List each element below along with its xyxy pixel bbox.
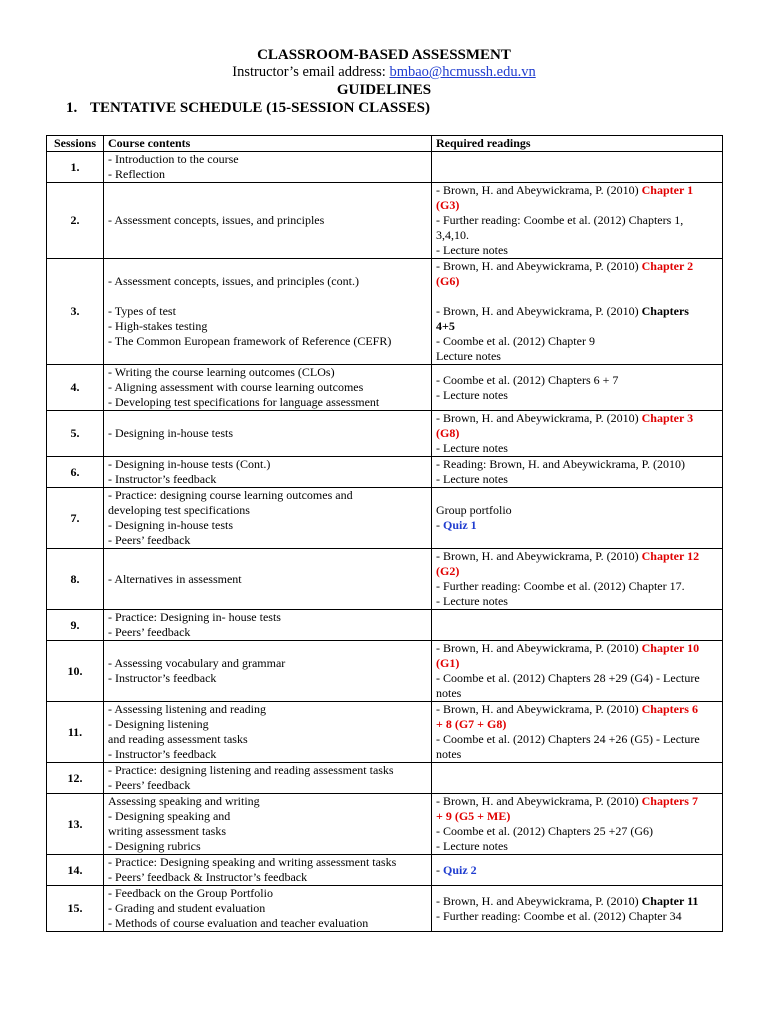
chapter-highlight: + 8 (G7 + G8) bbox=[436, 717, 507, 731]
reading-text: 4+5 bbox=[436, 319, 455, 333]
reading-text: - Coombe et al. (2012) Chapters 28 +29 (G4) - Lecture bbox=[436, 671, 700, 685]
course-content-line: writing assessment tasks bbox=[108, 824, 226, 838]
table-row bbox=[47, 152, 723, 183]
quiz-label: Quiz 1 bbox=[443, 518, 477, 532]
course-content-line: - Assessing listening and reading bbox=[108, 702, 266, 716]
reading-text: - Further reading: Coombe et al. (2012) Chapters 1, bbox=[436, 213, 684, 227]
reading-line bbox=[436, 656, 718, 671]
course-content-line: - Designing in-house tests bbox=[108, 426, 233, 440]
reading-line bbox=[436, 579, 718, 594]
course-content-line: - The Common European framework of Reference (CEFR) bbox=[108, 334, 392, 348]
reading-text: - Brown, H. and Abeywickrama, P. (2010) bbox=[436, 304, 642, 318]
session-number: 6. bbox=[47, 457, 104, 488]
reading-line bbox=[436, 671, 718, 686]
reading-text: - Lecture notes bbox=[436, 441, 508, 455]
document-title: CLASSROOM-BASED ASSESSMENT bbox=[257, 47, 511, 63]
section-title: TENTATIVE SCHEDULE (15-SESSION CLASSES) bbox=[90, 100, 430, 116]
table-row bbox=[47, 855, 723, 886]
course-content-line: - Introduction to the course bbox=[108, 152, 239, 166]
email-link[interactable]: bmbao@hcmussh.edu.vn bbox=[389, 64, 536, 80]
reading-line bbox=[436, 304, 718, 319]
course-content-line: - Assessment concepts, issues, and principles bbox=[108, 213, 325, 227]
course-content-line: - Designing speaking and bbox=[108, 809, 231, 823]
reading-line bbox=[436, 549, 718, 564]
course-content-line: - Designing rubrics bbox=[108, 839, 201, 853]
reading-text: - Lecture notes bbox=[436, 839, 508, 853]
course-content-line: - Grading and student evaluation bbox=[108, 901, 266, 915]
session-number: 10. bbox=[47, 641, 104, 702]
reading-line bbox=[436, 183, 718, 198]
table-row bbox=[47, 259, 723, 365]
table-row bbox=[47, 641, 723, 702]
reading-text: - Coombe et al. (2012) Chapter 9 bbox=[436, 334, 595, 348]
required-readings-cell bbox=[432, 886, 723, 932]
required-readings-cell bbox=[432, 855, 723, 886]
table-row bbox=[47, 702, 723, 763]
reading-text: - Brown, H. and Abeywickrama, P. (2010) bbox=[436, 549, 642, 563]
course-content-line: - Practice: Designing speaking and writing assessment tasks bbox=[108, 855, 397, 869]
reading-text: - Further reading: Coombe et al. (2012) Chapter 34 bbox=[436, 908, 682, 923]
reading-text: - Brown, H. and Abeywickrama, P. (2010) bbox=[436, 893, 642, 908]
required-readings-cell bbox=[432, 183, 723, 259]
chapter-highlight: Chapter 1 bbox=[641, 183, 694, 197]
course-contents-cell bbox=[104, 411, 432, 457]
table-row bbox=[47, 365, 723, 411]
session-number: 5. bbox=[47, 411, 104, 457]
reading-line bbox=[436, 594, 718, 609]
reading-text: - Coombe et al. (2012) Chapters 25 +27 (G6) bbox=[436, 824, 654, 838]
chapter-highlight: Chapter 2 bbox=[641, 259, 694, 273]
chapter-highlight: (G1) bbox=[436, 656, 460, 670]
course-content-line: - Types of test bbox=[108, 304, 176, 318]
session-number: 8. bbox=[47, 549, 104, 610]
required-readings-cell bbox=[432, 610, 723, 641]
reading-text: Chapter 11 bbox=[641, 893, 699, 908]
session-number: 3. bbox=[47, 259, 104, 365]
course-content-line: - Instructor’s feedback bbox=[108, 472, 217, 486]
course-content-line: - Practice: designing course learning outcomes and bbox=[108, 488, 353, 502]
chapter-highlight: Chapter 3 bbox=[641, 411, 694, 425]
reading-line bbox=[436, 441, 718, 456]
reading-line bbox=[436, 213, 718, 228]
chapter-highlight: Chapters 6 bbox=[641, 702, 698, 716]
reading-text: - Lecture notes bbox=[436, 243, 508, 257]
course-content-line: - Designing in-house tests (Cont.) bbox=[108, 457, 271, 471]
course-content-line: - Assessing vocabulary and grammar bbox=[108, 656, 286, 670]
chapter-highlight: (G2) bbox=[436, 564, 460, 578]
reading-text: - Coombe et al. (2012) Chapters 24 +26 (G5) - Lecture bbox=[436, 732, 700, 746]
course-content-line: - High-stakes testing bbox=[108, 319, 208, 333]
reading-text: - Lecture notes bbox=[436, 594, 508, 608]
table-row bbox=[47, 794, 723, 855]
required-readings-cell bbox=[432, 794, 723, 855]
email-line bbox=[0, 64, 768, 81]
required-readings-cell bbox=[432, 702, 723, 763]
reading-line bbox=[436, 388, 718, 403]
course-content-line: Assessing speaking and writing bbox=[108, 794, 260, 808]
reading-text: Chapters bbox=[641, 304, 689, 318]
reading-line bbox=[436, 274, 718, 289]
course-content-line: - Feedback on the Group Portfolio bbox=[108, 886, 273, 900]
course-content-line bbox=[108, 289, 427, 304]
course-contents-cell bbox=[104, 702, 432, 763]
course-content-line: - Designing in-house tests bbox=[108, 518, 233, 532]
course-contents-cell bbox=[104, 763, 432, 794]
reading-line bbox=[436, 824, 718, 839]
reading-line bbox=[436, 426, 718, 441]
email-label: Instructor’s email address: bbox=[232, 64, 390, 80]
session-number: 14. bbox=[47, 855, 104, 886]
course-contents-cell bbox=[104, 549, 432, 610]
reading-line bbox=[436, 228, 718, 243]
table-row bbox=[47, 411, 723, 457]
reading-line bbox=[436, 503, 718, 518]
table-row bbox=[47, 488, 723, 549]
table-row bbox=[47, 549, 723, 610]
chapter-highlight: + 9 (G5 + ME) bbox=[436, 809, 511, 823]
reading-text: - Coombe et al. (2012) Chapters 6 + 7 bbox=[436, 372, 619, 387]
reading-line bbox=[436, 243, 718, 258]
course-content-line: - Peers’ feedback bbox=[108, 533, 191, 547]
course-contents-cell bbox=[104, 886, 432, 932]
schedule-table bbox=[46, 135, 723, 932]
course-content-line: - Reflection bbox=[108, 167, 165, 181]
reading-line bbox=[436, 349, 718, 364]
reading-text: notes bbox=[436, 747, 462, 761]
reading-text: Lecture notes bbox=[436, 349, 501, 363]
reading-line bbox=[436, 373, 718, 388]
course-content-line: - Practice: Designing in- house tests bbox=[108, 610, 281, 624]
course-content-line: - Practice: designing listening and reading assessment tasks bbox=[108, 763, 394, 777]
reading-text: 3,4,10. bbox=[436, 228, 469, 242]
course-contents-cell bbox=[104, 183, 432, 259]
course-content-line: - Writing the course learning outcomes (CLOs) bbox=[108, 365, 335, 379]
course-contents-cell bbox=[104, 365, 432, 411]
required-readings-cell bbox=[432, 641, 723, 702]
reading-line bbox=[436, 457, 718, 472]
session-number: 15. bbox=[47, 886, 104, 932]
course-content-line: - Peers’ feedback bbox=[108, 625, 191, 639]
course-contents-cell bbox=[104, 259, 432, 365]
course-content-line: - Peers’ feedback bbox=[108, 778, 191, 792]
chapter-highlight: Chapters 7 bbox=[641, 794, 698, 808]
course-content-line: - Assessment concepts, issues, and principles (cont.) bbox=[108, 274, 359, 288]
guidelines-heading: GUIDELINES bbox=[336, 82, 432, 98]
course-content-line: developing test specifications bbox=[108, 503, 250, 517]
course-content-line: - Alternatives in assessment bbox=[108, 571, 242, 586]
table-row bbox=[47, 886, 723, 932]
required-readings-cell bbox=[432, 365, 723, 411]
course-contents-cell bbox=[104, 855, 432, 886]
chapter-highlight: (G8) bbox=[436, 426, 460, 440]
reading-text: - bbox=[436, 862, 443, 877]
reading-line bbox=[436, 641, 718, 656]
required-readings-cell bbox=[432, 411, 723, 457]
reading-text: - Reading: Brown, H. and Abeywickrama, P. (2010) bbox=[436, 457, 685, 471]
required-readings-cell bbox=[432, 763, 723, 794]
reading-line bbox=[436, 686, 718, 701]
required-readings-cell bbox=[432, 457, 723, 488]
required-readings-cell bbox=[432, 259, 723, 365]
schedule-body bbox=[47, 152, 723, 932]
course-contents-cell bbox=[104, 488, 432, 549]
reading-line bbox=[436, 732, 718, 747]
reading-line bbox=[436, 198, 718, 213]
column-header-sessions: Sessions bbox=[47, 136, 104, 152]
column-header-readings: Required readings bbox=[432, 136, 723, 152]
course-contents-cell bbox=[104, 152, 432, 183]
section-heading bbox=[66, 100, 430, 117]
quiz-label: Quiz 2 bbox=[443, 862, 477, 877]
reading-line bbox=[436, 794, 718, 809]
session-number: 12. bbox=[47, 763, 104, 794]
table-row bbox=[47, 457, 723, 488]
course-content-line: - Methods of course evaluation and teacher evaluation bbox=[108, 916, 369, 930]
session-number: 11. bbox=[47, 702, 104, 763]
reading-text: notes bbox=[436, 686, 462, 700]
reading-line bbox=[436, 259, 718, 274]
reading-line bbox=[436, 909, 718, 924]
required-readings-cell bbox=[432, 152, 723, 183]
column-header-contents: Course contents bbox=[104, 136, 432, 152]
required-readings-cell bbox=[432, 549, 723, 610]
reading-text: Group portfolio bbox=[436, 503, 512, 517]
table-row bbox=[47, 763, 723, 794]
reading-text: - Further reading: Coombe et al. (2012) Chapter 17. bbox=[436, 579, 685, 593]
session-number: 2. bbox=[47, 183, 104, 259]
reading-line bbox=[436, 518, 718, 533]
reading-line bbox=[436, 411, 718, 426]
course-contents-cell bbox=[104, 641, 432, 702]
course-content-line: - Developing test specifications for language assessment bbox=[108, 395, 380, 409]
section-number: 1. bbox=[66, 100, 78, 116]
course-content-line: and reading assessment tasks bbox=[108, 732, 248, 746]
table-row bbox=[47, 610, 723, 641]
reading-line bbox=[436, 894, 718, 909]
session-number: 13. bbox=[47, 794, 104, 855]
reading-line bbox=[436, 289, 718, 304]
reading-line bbox=[436, 564, 718, 579]
reading-line bbox=[436, 334, 718, 349]
reading-line bbox=[436, 717, 718, 732]
course-content-line: - Instructor’s feedback bbox=[108, 747, 217, 761]
course-content-line: - Peers’ feedback & Instructor’s feedback bbox=[108, 870, 308, 884]
reading-line bbox=[436, 863, 718, 878]
session-number: 9. bbox=[47, 610, 104, 641]
session-number: 1. bbox=[47, 152, 104, 183]
reading-text: - Brown, H. and Abeywickrama, P. (2010) bbox=[436, 641, 642, 655]
chapter-highlight: Chapter 10 bbox=[641, 641, 700, 655]
chapter-highlight: (G6) bbox=[436, 274, 460, 288]
reading-text: - Lecture notes bbox=[436, 387, 508, 402]
course-contents-cell bbox=[104, 610, 432, 641]
document-header bbox=[0, 46, 768, 99]
course-content-line: - Designing listening bbox=[108, 717, 209, 731]
course-contents-cell bbox=[104, 794, 432, 855]
course-contents-cell bbox=[104, 457, 432, 488]
course-content-line: - Aligning assessment with course learning outcomes bbox=[108, 380, 364, 394]
table-row bbox=[47, 183, 723, 259]
table-header-row bbox=[47, 136, 723, 152]
reading-line bbox=[436, 702, 718, 717]
reading-text: - Brown, H. and Abeywickrama, P. (2010) bbox=[436, 259, 642, 273]
reading-text: - Brown, H. and Abeywickrama, P. (2010) bbox=[436, 702, 642, 716]
reading-text: - bbox=[436, 518, 443, 532]
reading-line bbox=[436, 319, 718, 334]
reading-line bbox=[436, 472, 718, 487]
session-number: 4. bbox=[47, 365, 104, 411]
reading-line bbox=[436, 809, 718, 824]
reading-text: - Brown, H. and Abeywickrama, P. (2010) bbox=[436, 183, 642, 197]
reading-text: - Brown, H. and Abeywickrama, P. (2010) bbox=[436, 411, 642, 425]
chapter-highlight: (G3) bbox=[436, 198, 460, 212]
reading-text: - Brown, H. and Abeywickrama, P. (2010) bbox=[436, 794, 642, 808]
session-number: 7. bbox=[47, 488, 104, 549]
reading-line bbox=[436, 839, 718, 854]
reading-text: - Lecture notes bbox=[436, 472, 508, 486]
reading-line bbox=[436, 747, 718, 762]
chapter-highlight: Chapter 12 bbox=[641, 549, 700, 563]
course-content-line: - Instructor’s feedback bbox=[108, 671, 217, 685]
required-readings-cell bbox=[432, 488, 723, 549]
